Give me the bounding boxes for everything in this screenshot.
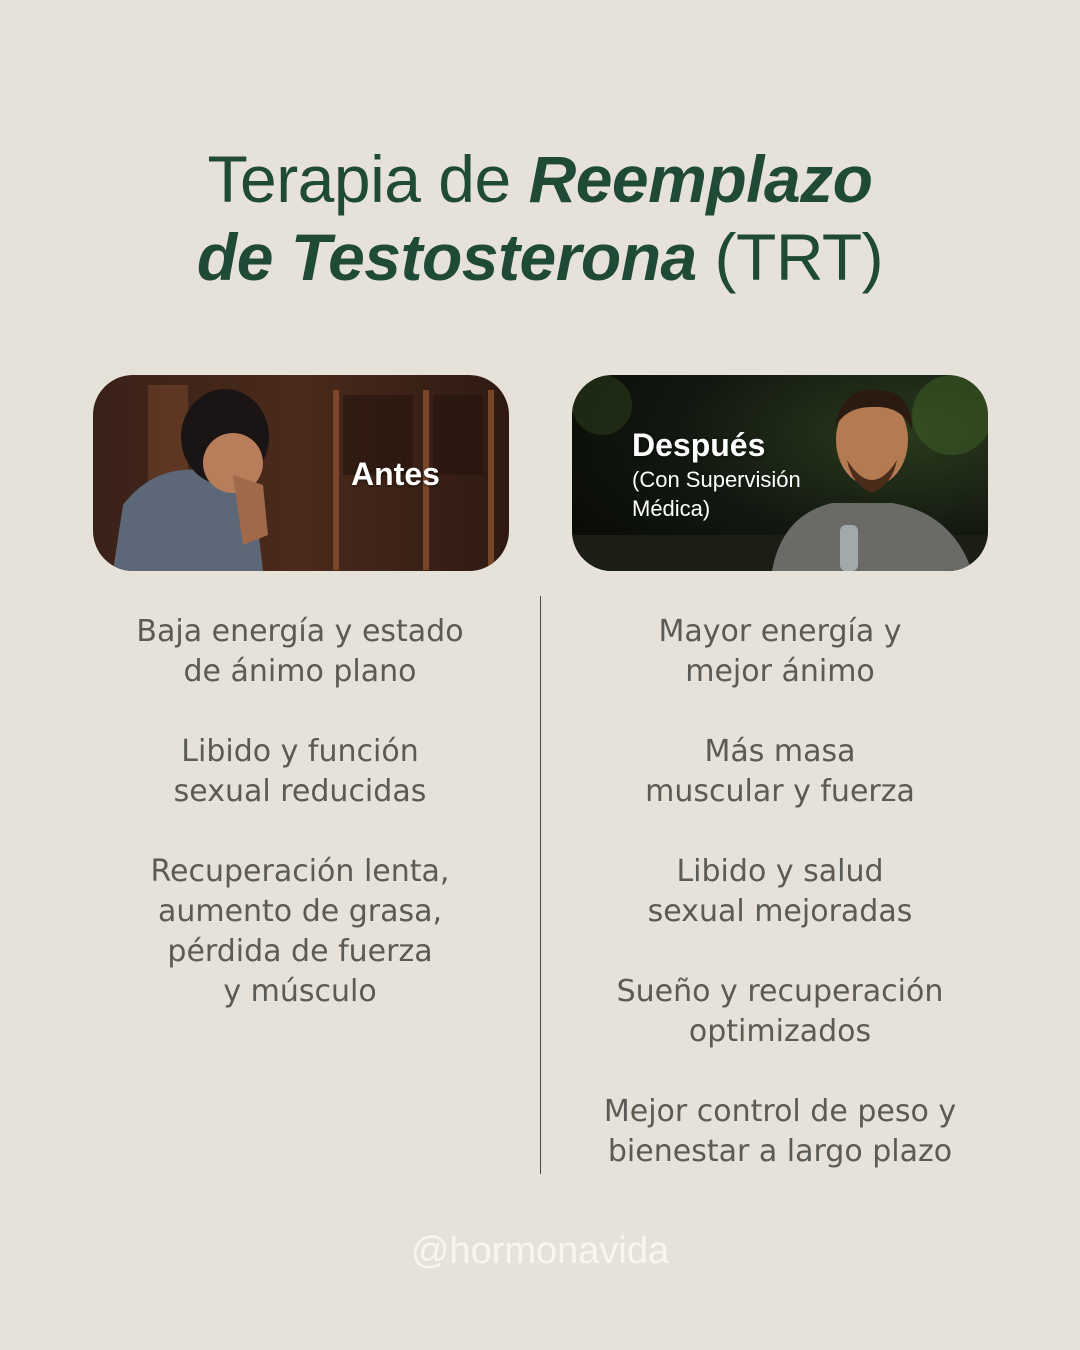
after-sublabel: (Con Supervisión Médica) <box>632 467 801 521</box>
before-photo <box>93 375 509 571</box>
title-line-2: de Testosterona (TRT) <box>196 220 884 294</box>
after-card <box>572 375 988 571</box>
before-item: Recuperación lenta, aumento de grasa, pérdida de fuerza y músculo <box>150 854 450 1009</box>
after-item: Más masa muscular y fuerza <box>645 734 915 809</box>
after-item: Libido y salud sexual mejoradas <box>647 854 913 929</box>
after-list <box>580 612 980 1212</box>
before-card <box>93 375 509 571</box>
after-item: Mejor control de peso y bienestar a largo plazo <box>603 1094 957 1169</box>
after-item: Mayor energía y mejor ánimo <box>658 614 902 689</box>
column-divider <box>540 596 541 1174</box>
before-list <box>100 612 500 1052</box>
title-line-1: Terapia de Reemplazo <box>207 142 873 216</box>
after-label: Después <box>632 427 766 463</box>
after-item: Sueño y recuperación optimizados <box>616 974 944 1049</box>
before-item: Libido y función sexual reducidas <box>173 734 427 809</box>
page-title <box>0 140 1080 296</box>
before-item: Baja energía y estado de ánimo plano <box>136 614 464 689</box>
before-label: Antes <box>351 456 440 492</box>
social-handle: @hormonavida <box>410 1230 670 1272</box>
